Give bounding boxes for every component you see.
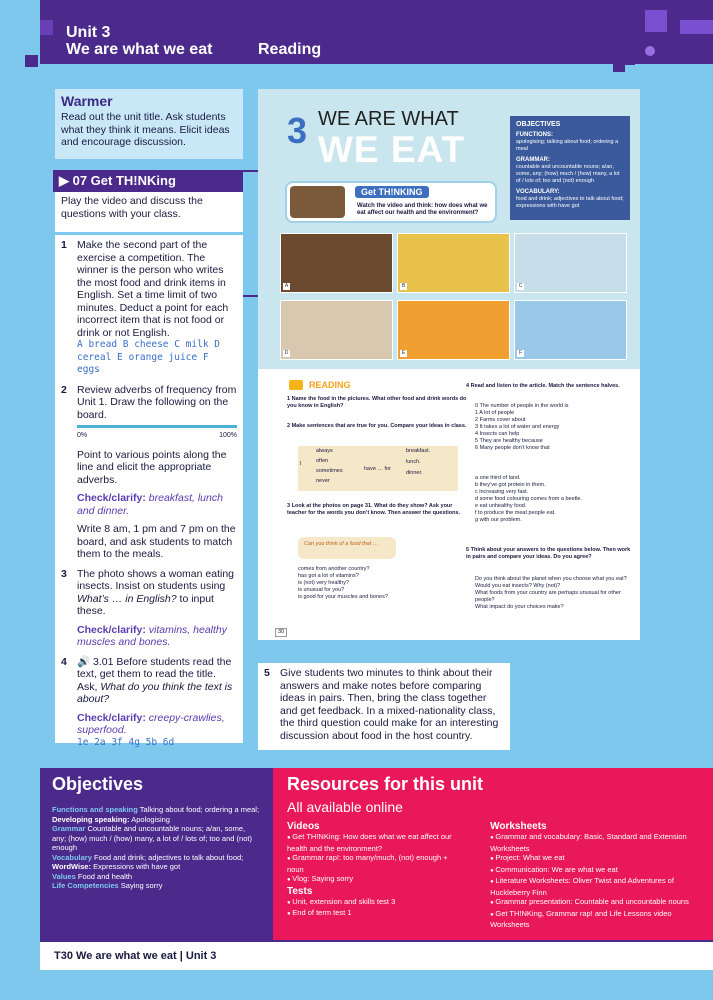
list-item: b they’ve got protein in them. — [475, 482, 546, 488]
objectives-vocab — [52, 853, 261, 872]
list-item: Do you think about the planet when you choose what you eat? — [475, 576, 627, 582]
exercise-1-text: Name the food in the pictures. What other food and drink words do you know in English? — [287, 396, 467, 409]
table-cell: sometimes — [316, 468, 343, 474]
table-right — [406, 448, 430, 477]
note-4-clarify — [77, 712, 237, 737]
note-4-text: 🔊 3.01 Before students read the text, get them to read the title. Ask, — [77, 655, 232, 693]
note-2: 2 Review adverbs of frequency from Unit 1. Draw the following on the board. 0% 100% Point to various points along the line and elicit the appropriate adverbs. Check/clarify: breakfast, lunch and dinner. Write 8 am, 1 pm and 7 pm on the board, and ask students to match them to the meals. — [61, 383, 237, 560]
exercise-3: 3 Look at the photos on page 31. What do they show? Ask your teacher for the words you don’t know. Then answer the questions. — [287, 503, 461, 516]
objective-label: Life Competencies — [52, 881, 119, 890]
unit-title: We are what we eat — [66, 41, 213, 58]
page-number: 30 — [275, 628, 287, 637]
resource-item[interactable]: ● Communication: We are what we eat — [490, 865, 699, 877]
note-4-italic: What do you think the text is about? — [77, 680, 233, 705]
vocab-text: food and drink; adjectives to talk about food; expressions with have got — [516, 196, 624, 209]
list-item: g with our problem. — [475, 517, 522, 523]
list-item: 4 Insects can help — [475, 431, 520, 437]
objective-text: Apologising — [131, 814, 170, 824]
list-item: What impact do your choices make? — [475, 604, 564, 610]
table-cell: often — [316, 458, 329, 464]
objectives-section — [40, 768, 273, 940]
note-2b-text: Point to various points along the line and elicit the appropriate adverbs. — [77, 448, 227, 486]
page-objectives — [510, 116, 630, 220]
note-3-text: The photo shows a woman eating insects. Insist on students using — [77, 567, 235, 592]
objective-label: Functions and speaking — [52, 805, 138, 814]
resource-item[interactable]: ● Unit, extension and skills test 3 — [287, 897, 466, 909]
photo-a — [280, 233, 393, 293]
objective-text: Countable and uncountable nouns; a/an, some, any; (how) much / (how) many, a lot of / lots of; too and (not) enough — [52, 824, 252, 852]
resources-title: Resources for this unit — [287, 774, 484, 794]
clarify-label: Check/clarify: — [77, 492, 146, 504]
list-item: comes from another country? — [298, 566, 370, 572]
get-thinking-label: Get TH!NKING — [355, 186, 429, 198]
resource-item[interactable]: ● Project: What we eat — [490, 853, 699, 865]
page-objectives-title: OBJECTIVES — [516, 121, 561, 128]
table-cell: dinner. — [406, 470, 423, 476]
list-item: is unusual for you? — [298, 587, 345, 593]
reading-heading: READING — [309, 380, 351, 390]
objective-label: Developing speaking: — [52, 814, 130, 824]
header-square — [40, 20, 53, 35]
photo-f — [514, 300, 627, 360]
note-5-text: Give students two minutes to think about their answers and make notes before comparing ideas in pairs. Then, bring the class together and get feedback. In a mixed-nationality class, the third question could make for an interesting discussion about food in the host country. — [280, 667, 499, 742]
note-5: 5 Give students two minutes to think about their answers and make notes before comparing ideas in pairs. Then, bring the class together and get feedback. In a mixed-nationality class, the third question could make for an interesting discussion about food in the host country. — [258, 663, 510, 750]
reading-icon — [289, 380, 303, 390]
exercise-4-right — [475, 475, 625, 524]
list-item: 3 It takes a lot of water and energy — [475, 424, 560, 430]
objective-label: WordWise: — [52, 862, 91, 871]
tests-heading: Tests — [287, 885, 313, 897]
resource-item[interactable]: ● Get TH!NKing: How does what we eat affect our health and the environment? — [287, 832, 466, 853]
exercise-5-text: Think about your answers to the questions below. Then work in pairs and compare your ideas. Do you agree? — [466, 547, 631, 560]
exercise-2-text: Make sentences that are true for you. Compare your ideas in class. — [291, 423, 467, 429]
warmer-text: Read out the unit title. Ask students what they think it means. Elicit ideas and encourage discussion. — [61, 111, 230, 148]
photo-d — [280, 300, 393, 360]
objectives-grammar — [52, 824, 261, 853]
photo-e — [397, 300, 510, 360]
note-3: 3 The photo shows a woman eating insects. Insist on students using What’s … in English? to input these. Check/clarify: vitamins, healthy muscles and bones. — [61, 568, 237, 649]
think-box — [55, 170, 243, 232]
header-square — [625, 40, 635, 65]
warmer-box — [55, 89, 243, 159]
exercise-4-left — [475, 403, 625, 452]
objective-label: Vocabulary — [52, 852, 92, 862]
table-cell: always — [316, 448, 333, 454]
list-item: has got a lot of vitamins? — [298, 573, 359, 579]
note-3-italic: What’s … in English? — [77, 592, 177, 605]
photo-label: F — [518, 350, 523, 356]
note-2-clarify — [77, 492, 237, 517]
note-3-clarify — [77, 624, 237, 649]
grammar-text: countable and uncountable nouns; a/an, some, any; (how) much / (how) many, a lot of / lots of; too and (not) enough — [516, 164, 620, 184]
exercise-1: 1 Name the food in the pictures. What other food and drink words do you know in English? — [287, 396, 467, 409]
objectives-values — [52, 872, 261, 882]
exercise-5: 5 Think about your answers to the questions below. Then work in pairs and compare your ideas. Do you agree? — [466, 547, 631, 560]
unit-label: Unit 3 — [66, 24, 111, 41]
frequency-table — [298, 446, 458, 491]
photo-label: B — [401, 283, 406, 289]
resource-item[interactable]: ● Literature Worksheets: Oliver Twist and Adventures of Huckleberry Finn — [490, 876, 699, 897]
think-title: ▶ 07 Get TH!NKing — [53, 170, 243, 192]
clarify-text: creepy-crawlies, superfood. — [77, 711, 225, 736]
videos-heading: Videos — [287, 821, 320, 832]
list-item: 1 A lot of people — [475, 410, 515, 416]
exercise-5-list — [475, 576, 630, 611]
page-unit-number: 3 — [287, 110, 308, 151]
note-4: 4 🔊 3.01 Before students read the text, get them to read the title. Ask, What do you think the text is about? Check/clarify: creepy-crawlies, superfood. 1e 2a 3f 4g 5b 6d — [61, 656, 237, 750]
list-item: f to produce the meat people eat. — [475, 510, 556, 516]
header-dot — [645, 46, 655, 56]
exercise-3-text: Look at the photos on page 31. What do they show? Ask your teacher for the words you don’t know. Then answer the questions. — [287, 503, 461, 516]
header-square — [613, 60, 625, 72]
functions-label: FUNCTIONS: — [516, 132, 553, 138]
note-1-text: Make the second part of the exercise a competition. The winner is the person who writes the most food and drink items in English. Set a time limit of two minutes. Deduct a point for each incorrect item that is not food or drink or not English. — [77, 239, 229, 339]
note-3-text-b: to input these. — [77, 592, 214, 617]
functions-text: apologising; talking about food; ordering a meal — [516, 139, 619, 152]
list-item: is good for your muscles and bones? — [298, 594, 388, 600]
teacher-notes — [55, 235, 243, 748]
connector-line — [243, 295, 258, 297]
objective-text: Expressions with have got — [93, 862, 181, 871]
list-item: 2 Farms cover about — [475, 417, 526, 423]
vocab-label: VOCABULARY: — [516, 189, 560, 195]
bar-right-label: 100% — [219, 432, 237, 439]
objectives-title: Objectives — [52, 774, 144, 794]
photo-label: D — [284, 350, 289, 356]
exercise-4-text: Read and listen to the article. Match the sentence halves. — [470, 383, 620, 389]
resources-availability: All available online — [287, 799, 403, 815]
list-item: 5 They are healthy because — [475, 438, 543, 444]
worksheets-heading: Worksheets — [490, 821, 547, 832]
warmer-title: Warmer — [61, 93, 113, 109]
get-thinking-box — [285, 181, 497, 223]
clarify-label: Check/clarify: — [77, 711, 146, 724]
list-item: e eat unhealthy food. — [475, 503, 527, 509]
resource-item[interactable]: ● Grammar presentation: Countable and uncountable nouns — [490, 897, 699, 909]
section-title: Reading — [258, 41, 322, 58]
resource-item[interactable]: ● Vlog: Saying sorry — [287, 874, 466, 886]
page-title-1: WE ARE WHAT — [318, 108, 459, 130]
table-left — [316, 448, 356, 485]
list-item: d some food colouring comes from a beetle. — [475, 496, 583, 502]
note-1-answers: A bread B cheese C milk D cereal E orange juice F eggs — [77, 339, 220, 375]
objectives-life — [52, 881, 261, 891]
header-square — [680, 20, 713, 34]
header-square — [645, 10, 667, 32]
speech-bubble: Can you think of a food that … — [298, 537, 396, 559]
photo-label: E — [401, 350, 406, 356]
resource-item[interactable]: ● Grammar rap!: too many/much, (not) enough + noun — [287, 853, 466, 874]
table-cell: never — [316, 478, 330, 484]
resource-item[interactable]: ● End of term test 1 — [287, 908, 466, 920]
objective-text: Saying sorry — [120, 881, 163, 890]
video-thumbnail[interactable] — [290, 186, 345, 218]
note-1: 1 Make the second part of the exercise a competition. The winner is the person who writes the most food and drink items in English. Set a time limit of two minutes. Deduct a point for each incorrect item that is not food or drink or not English. A bread B cheese C milk D cereal E orange juice F eggs — [61, 239, 237, 377]
grammar-label: GRAMMAR: — [516, 157, 550, 163]
objective-text: Food and health — [77, 871, 133, 881]
clarify-text: vitamins, healthy muscles and bones. — [77, 623, 227, 648]
objectives-functions — [52, 805, 261, 824]
photo-c — [514, 233, 627, 293]
photo-b — [397, 233, 510, 293]
resource-item[interactable]: ● Get TH!NKing, Grammar rap! and Life Lessons video Worksheets — [490, 909, 699, 930]
resource-item[interactable]: ● Grammar and vocabulary: Basic, Standard and Extension Worksheets — [490, 832, 699, 853]
page-footer: T30 We are what we eat | Unit 3 — [40, 940, 713, 970]
header-square — [25, 55, 38, 67]
objective-label: Values — [52, 871, 76, 881]
table-cell: lunch. — [406, 459, 421, 465]
photo-label: A — [284, 283, 289, 289]
objective-label: Grammar — [52, 824, 86, 833]
exercise-4: 4 Read and listen to the article. Match the sentence halves. — [466, 383, 620, 389]
exercise-3-list — [298, 566, 458, 601]
list-item: a one third of land. — [475, 475, 521, 481]
table-subject: I — [300, 461, 302, 467]
objective-text: Talking about food; ordering a meal; — [139, 805, 260, 814]
frequency-line — [77, 425, 237, 428]
get-thinking-question: Watch the video and think: how does what we eat affect our health and the environment? — [357, 203, 488, 216]
clarify-text: breakfast, lunch and dinner. — [77, 492, 223, 517]
table-cell: breakfast. — [406, 448, 431, 454]
note-2-text: Review adverbs of frequency from Unit 1. Draw the following on the board. — [77, 383, 237, 421]
list-item: is (not) very healthy? — [298, 580, 350, 586]
note-4-answers: 1e 2a 3f 4g 5b 6d — [77, 736, 175, 748]
resources-section — [273, 768, 713, 940]
list-item: c increasing very fast. — [475, 489, 529, 495]
note-2c-text: Write 8 am, 1 pm and 7 pm on the board, and ask students to match them to the meals. — [77, 523, 236, 560]
list-item: 6 Many people don’t know that — [475, 445, 550, 451]
page-title-2: WE EAT — [318, 129, 466, 170]
clarify-label: Check/clarify: — [77, 623, 146, 636]
list-item: What foods from your country are perhaps unusual for other people? — [475, 590, 621, 603]
think-text: Play the video and discuss the questions with your class. — [61, 195, 203, 220]
photo-label: C — [518, 283, 523, 289]
list-item: Would you eat insects? Why (not)? — [475, 583, 561, 589]
list-item: 0 The number of people in the world is — [475, 403, 569, 409]
exercise-2: 2 Make sentences that are true for you. Compare your ideas in class. — [287, 423, 467, 429]
bar-left-label: 0% — [77, 432, 88, 439]
table-mid: have … for — [364, 466, 391, 472]
objective-text: Food and drink; adjectives to talk about food; — [93, 852, 244, 862]
